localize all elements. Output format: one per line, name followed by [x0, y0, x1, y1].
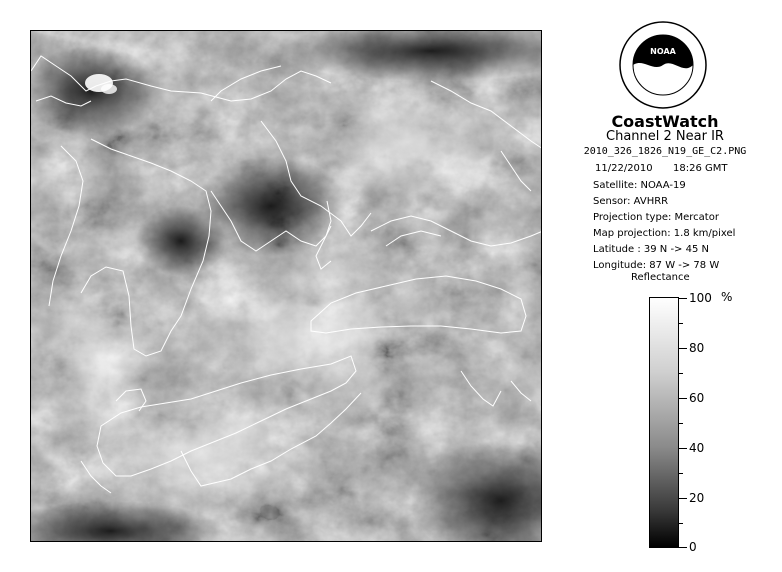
colorbar-minor-tick: [679, 523, 683, 524]
colorbar-tick: [679, 348, 687, 349]
colorbar-title: Reflectance: [631, 272, 690, 283]
colorbar-tick-label: 0: [689, 540, 697, 554]
map-projection-label: Map projection: 1.8 km/pixel: [593, 228, 736, 239]
date-time-line: [595, 163, 728, 174]
colorbar-minor-tick: [679, 373, 683, 374]
filename-label: 2010_326_1826_N19_GE_C2.PNG: [583, 146, 747, 157]
colorbar-minor-tick: [679, 323, 683, 324]
noaa-logo-svg: [618, 20, 708, 110]
colorbar-minor-tick: [679, 473, 683, 474]
date-label: 11/22/2010: [595, 163, 653, 174]
colorbar-tick-label: 80: [689, 341, 705, 355]
colorbar-tick-label: 20: [689, 491, 705, 505]
time-label: 18:26 GMT: [673, 163, 728, 174]
channel-label: Channel 2 Near IR: [606, 129, 724, 144]
sensor-label: Sensor: AVHRR: [593, 196, 669, 207]
colorbar-tick: [679, 398, 687, 399]
colorbar-tick: [679, 298, 687, 299]
colorbar-tick: [679, 498, 687, 499]
noaa-logo-text: NOAA: [650, 47, 676, 56]
colorbar: [649, 297, 679, 548]
colorbar-minor-tick: [679, 423, 683, 424]
colorbar-tick: [679, 547, 687, 548]
colorbar-unit: %: [721, 290, 733, 304]
longitude-label: Longitude: 87 W -> 78 W: [593, 260, 720, 271]
colorbar-tick-label: 100: [689, 291, 712, 305]
noaa-logo: [618, 20, 708, 110]
projection-type-label: Projection type: Mercator: [593, 212, 719, 223]
satellite-label: Satellite: NOAA-19: [593, 180, 686, 191]
satellite-map-svg: [31, 31, 542, 542]
latitude-label: Latitude : 39 N -> 45 N: [593, 244, 709, 255]
app-title: CoastWatch: [611, 112, 719, 131]
colorbar-tick: [679, 448, 687, 449]
colorbar-tick-label: 60: [689, 391, 705, 405]
satellite-image: [30, 30, 542, 542]
colorbar-tick-label: 40: [689, 441, 705, 455]
